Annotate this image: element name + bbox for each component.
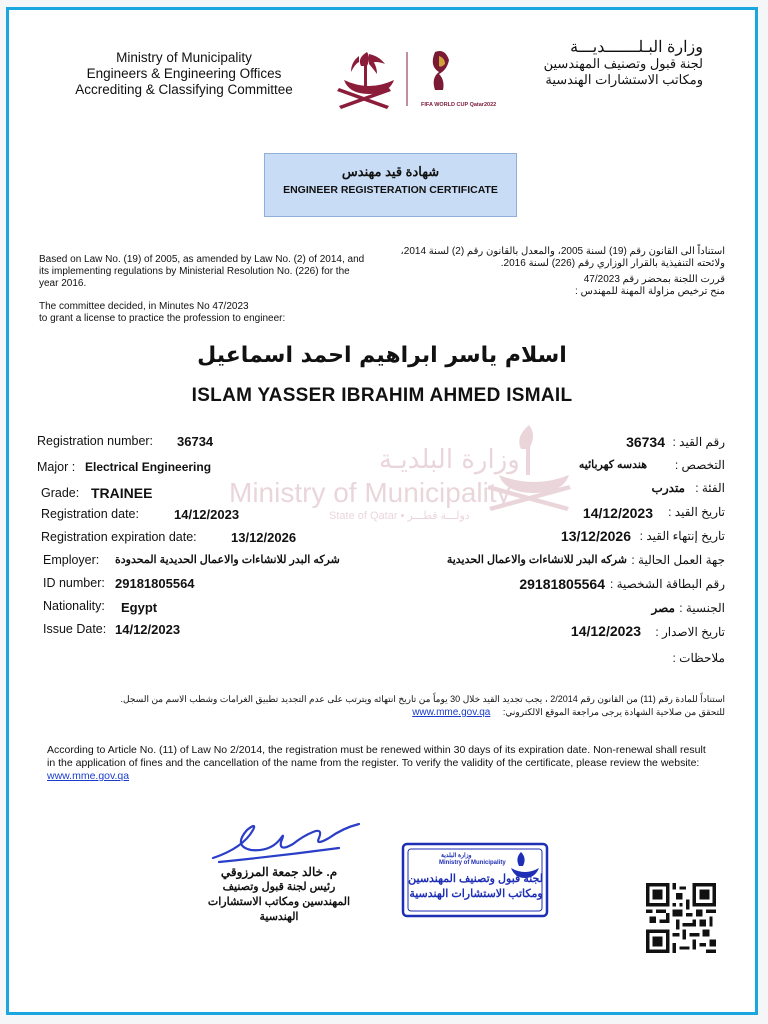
- header-en-line-2: Engineers & Engineering Offices: [86, 66, 282, 81]
- signature-image: [209, 818, 369, 868]
- verify-text-ar: للتحقق من صلاحية الشهادة يرجى مراجعة الموقع الالكتروني:: [502, 707, 725, 717]
- header-arabic: [433, 40, 703, 88]
- header-ar-line-1: وزارة البـلـــــــديـــة: [570, 39, 703, 56]
- world-cup-label: FIFA WORLD CUP Qatar2022: [421, 102, 497, 108]
- label-nationality: Nationality:: [43, 599, 105, 613]
- value-major: Electrical Engineering: [85, 460, 212, 474]
- law-body-ar: استناداً الى القانون رقم (19) لسنة 2005، والمعدل بالقانون رقم (2) لسنة 2014، ولائحته التنفيذية بالقرار الوزاري رقم (226) لسنة 2016.: [400, 246, 725, 269]
- value-expiration-date: 13/12/2026: [231, 530, 297, 545]
- label-id-number: ID number:: [43, 576, 105, 590]
- watermark-text-en: Ministry of Municipality: [229, 477, 511, 508]
- label-registration-date: Registration date:: [41, 507, 139, 521]
- value-grade: TRAINEE: [91, 485, 153, 501]
- label-employer: Employer:: [43, 553, 100, 567]
- label-ar-nationality: الجنسية :: [679, 601, 725, 615]
- value-ar-registration-date: 14/12/2023: [582, 505, 653, 521]
- value-ar-id-number: 29181805564: [519, 576, 605, 592]
- official-stamp: [401, 840, 551, 920]
- ministry-watermark: [209, 415, 589, 545]
- watermark-subtext: State of Qatar • دولـــة قطـــر: [329, 510, 470, 522]
- engineer-name-ar: اسلام ياسر ابراهيم احمد اسماعيل: [197, 343, 567, 368]
- qr-code-icon[interactable]: [646, 883, 716, 953]
- value-nationality: Egypt: [121, 600, 158, 615]
- label-ar-registration-date: تاريخ القيد :: [668, 505, 725, 519]
- value-registration-number: 36734: [177, 434, 214, 449]
- certificate-title-box: [264, 153, 517, 217]
- label-grade: Grade:: [41, 486, 80, 500]
- renewal-note-en: [47, 744, 707, 783]
- website-link-ar[interactable]: www.mme.gov.qa: [412, 707, 491, 718]
- law-text-en: Based on Law No. (19) of 2005, as amended by Law No. (2) of 2014, and its implementing regulations by Ministerial Resolution No. (226) for the year 2016.: [39, 254, 365, 289]
- certificate-page: [6, 7, 758, 1015]
- renewal-note-ar-line-2: [25, 706, 725, 719]
- grant-line-en: to grant a license to practice the profession to engineer:: [39, 313, 286, 324]
- renewal-note-ar: [25, 693, 725, 719]
- value-employer: شركه البدر للانشاءات والاعمال الحديدية المحدودة: [115, 554, 340, 566]
- value-ar-expiration-date: 13/12/2026: [560, 528, 631, 544]
- decision-line-ar: قررت اللجنة بمحضر رقم 47/2023: [583, 274, 725, 285]
- signatory-block: [189, 865, 369, 925]
- label-ar-id-number: رقم البطاقة الشخصية :: [609, 577, 725, 591]
- header-en-line-3: Accrediting & Classifying Committee: [75, 82, 293, 97]
- value-ar-grade: متدرب: [651, 481, 685, 495]
- signatory-name: م. خالد جمعة المرزوقي: [220, 865, 338, 879]
- header-ar-line-2: لجنة قبول وتصنيف المهندسين: [543, 56, 703, 71]
- stamp-top-ar: وزارة البلدية: [441, 853, 472, 859]
- label-ar-issue-date: تاريخ الاصدار :: [655, 625, 725, 639]
- stamp-line-1: لجنة قبول وتصنيف المهندسين: [408, 873, 543, 885]
- value-ar-issue-date: 14/12/2023: [570, 623, 641, 639]
- signatory-title-line-2: المهندسين ومكاتب الاستشارات الهندسية: [207, 896, 351, 923]
- engineer-name-en: ISLAM YASSER IBRAHIM AHMED ISMAIL: [191, 385, 573, 406]
- renewal-note-en-text: According to Article No. (11) of Law No 2/2014, the registration must be renewed within 30 days of its expiration date. Non-renewal shall result in the application of fines and the cancellation of the name from the register. To verify the validity of the certificate, please review the website:: [47, 744, 706, 769]
- label-expiration-date: Registration expiration date:: [41, 530, 197, 544]
- stamp-top-en: Ministry of Municipality: [439, 860, 506, 866]
- value-ar-registration-number: 36734: [626, 434, 665, 450]
- value-issue-date: 14/12/2023: [115, 622, 181, 637]
- law-decision-en: [39, 301, 369, 325]
- value-ar-employer: شركه البدر للانشاءات والاعمال الحديدية: [446, 554, 627, 566]
- signatory-title-line-1: رئيس لجنة قبول وتصنيف: [222, 881, 336, 893]
- law-text-ar: [395, 246, 725, 298]
- label-ar-grade: الفئة :: [695, 481, 725, 495]
- certificate-title-ar: شهادة قيد مهندس: [341, 164, 440, 179]
- renewal-note-ar-line-1: استناداً للمادة رقم (11) من القانون رقم 2/2014 ، يجب تجديد القيد خلال 30 يوماً من تاريخ انتهائه ويترتب على عدم التجديد تطبيق الغرامات وشطب الاسم من السجل.: [120, 694, 725, 704]
- label-ar-registration-number: رقم القيد :: [672, 435, 725, 449]
- label-ar-employer: جهة العمل الحالية :: [631, 553, 725, 567]
- watermark-text-ar: وزارة البلديـة: [379, 445, 520, 475]
- label-registration-number: Registration number:: [37, 434, 154, 448]
- header-en-line-1: Ministry of Municipality: [116, 50, 252, 65]
- value-ar-nationality: مصر: [651, 601, 675, 615]
- header-english: [49, 50, 319, 98]
- label-ar-expiration-date: تاريخ إنتهاء القيد :: [639, 529, 725, 543]
- grant-line-ar: منح ترخيص مزاولة المهنة للمهندس :: [575, 286, 725, 297]
- label-ar-remarks: ملاحظات :: [672, 651, 725, 665]
- website-link-en[interactable]: www.mme.gov.qa: [47, 770, 130, 782]
- decision-line-en: The committee decided, in Minutes No 47/2023: [39, 301, 249, 312]
- certificate-title-en: ENGINEER REGISTERATION CERTIFICATE: [283, 184, 498, 196]
- stamp-line-2: ومكاتب الاستشارات الهندسية: [409, 888, 543, 900]
- label-ar-major: التخصص :: [674, 458, 725, 472]
- label-issue-date: Issue Date:: [43, 622, 107, 636]
- header-ar-line-3: ومكاتب الاستشارات الهندسية: [545, 72, 703, 87]
- value-id-number: 29181805564: [115, 576, 195, 591]
- label-major: Major :: [37, 460, 76, 474]
- value-registration-date: 14/12/2023: [174, 507, 240, 522]
- value-ar-major: هندسه كهربائيه: [578, 459, 647, 471]
